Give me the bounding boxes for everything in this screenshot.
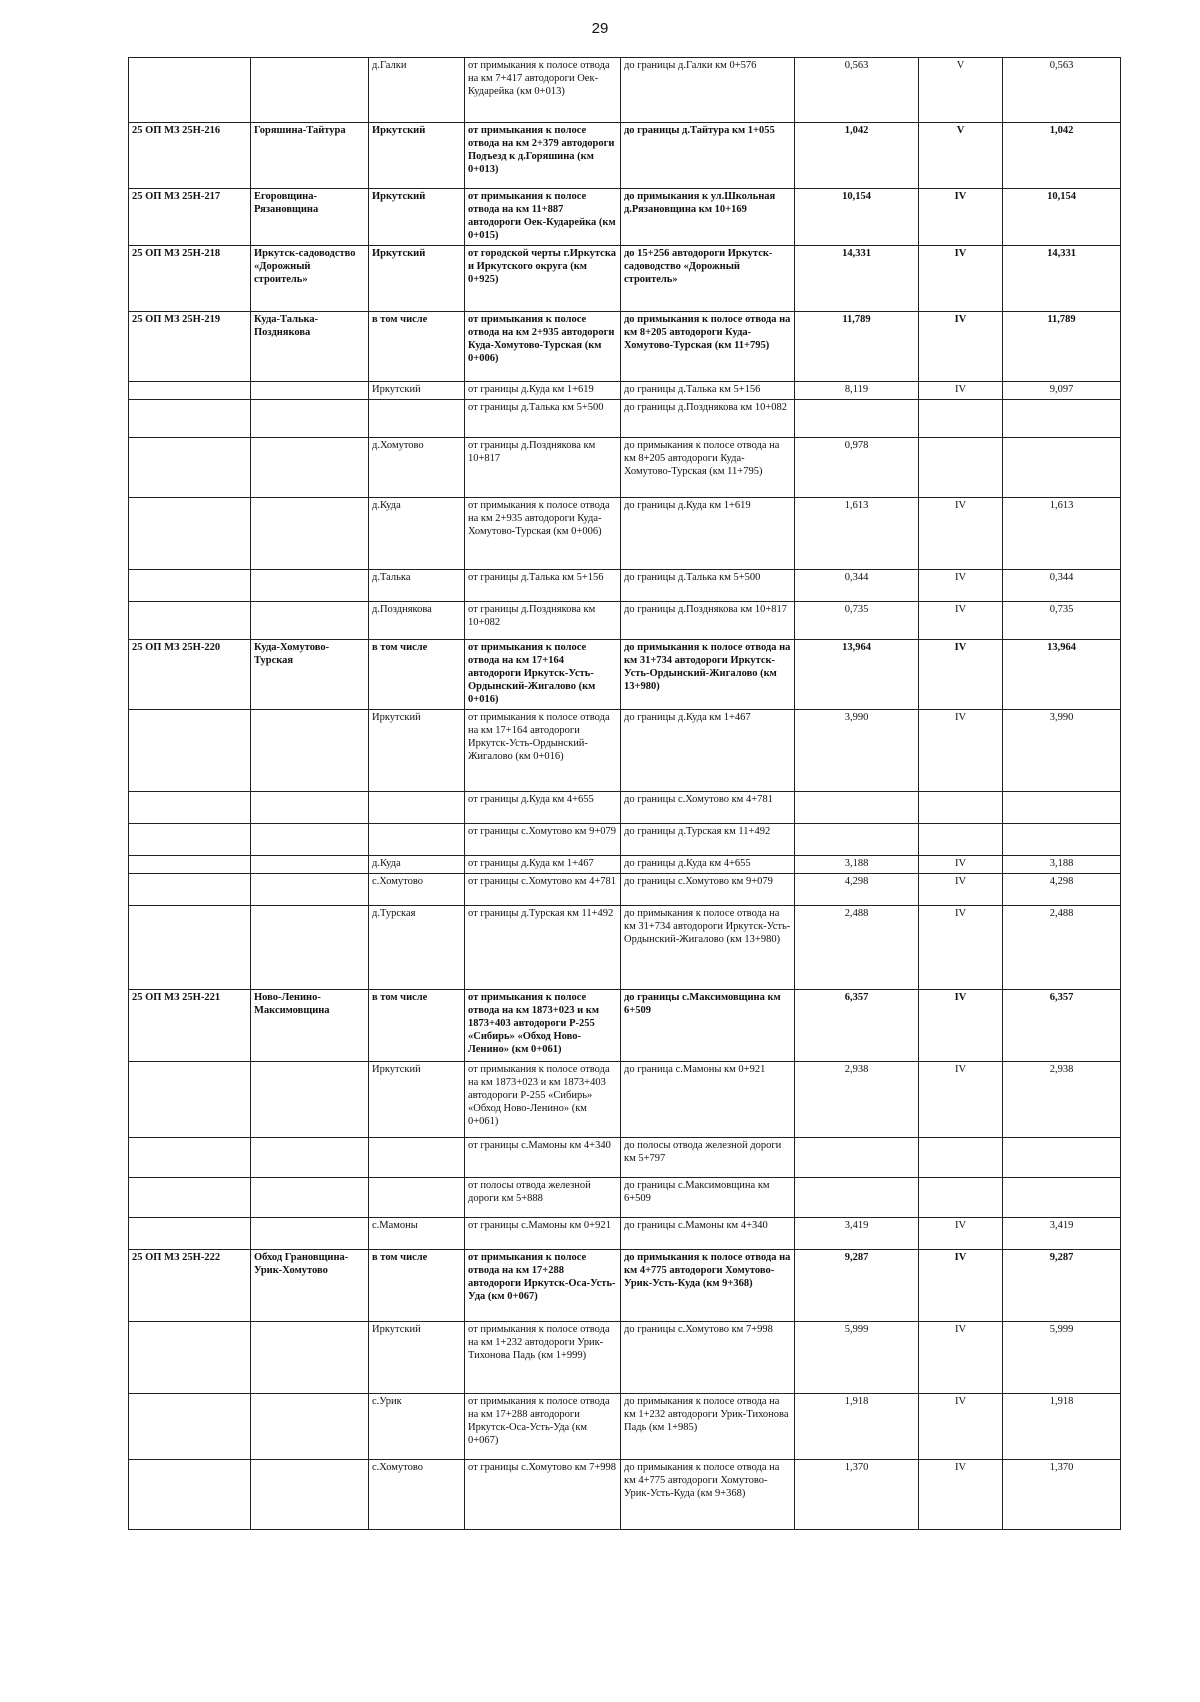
road-name-cell: [251, 1322, 369, 1394]
district-cell: Иркутский: [369, 1322, 465, 1394]
from-cell: от границы д.Талька км 5+500: [465, 400, 621, 438]
table-row: [129, 1138, 1121, 1178]
length-cell: 2,488: [795, 906, 919, 990]
length-cell: 4,298: [795, 874, 919, 906]
road-name-cell: [251, 602, 369, 640]
to-cell: до примыкания к полосе отвода на км 31+734 автодороги Иркутск-Усть-Ордынский-Жигалово (км 13+980): [621, 906, 795, 990]
from-cell: от примыкания к полосе отвода на км 2+379 автодороги Подъезд к д.Горяшина (км 0+013): [465, 123, 621, 189]
road-name-cell: Егоровщина-Рязановщина: [251, 189, 369, 246]
road-id-cell: [129, 874, 251, 906]
district-cell: д.Куда: [369, 856, 465, 874]
road-id-cell: [129, 498, 251, 570]
length-cell: 11,789: [795, 312, 919, 382]
category-cell: IV: [919, 874, 1003, 906]
category-cell: IV: [919, 382, 1003, 400]
road-id-cell: [129, 1322, 251, 1394]
road-id-cell: [129, 824, 251, 856]
length-cell: [795, 792, 919, 824]
table-row: [129, 874, 1121, 906]
length-cell: 2,938: [795, 1062, 919, 1138]
length-cell: 3,188: [795, 856, 919, 874]
to-cell: до границы д.Куда км 4+655: [621, 856, 795, 874]
to-cell: до границы д.Позднякова км 10+082: [621, 400, 795, 438]
length-cell: 0,563: [795, 58, 919, 123]
district-cell: Иркутский: [369, 123, 465, 189]
district-cell: в том числе: [369, 312, 465, 382]
total-cell: 3,990: [1003, 710, 1121, 792]
district-cell: [369, 792, 465, 824]
length-cell: 1,042: [795, 123, 919, 189]
road-name-cell: Иркутск-садоводство «Дорожный строитель»: [251, 246, 369, 312]
to-cell: до примыкания к полосе отвода на км 8+205 автодороги Куда-Хомутово-Турская (км 11+795): [621, 438, 795, 498]
road-id-cell: [129, 1138, 251, 1178]
road-id-cell: [129, 1394, 251, 1460]
from-cell: от городской черты г.Иркутска и Иркутского округа (км 0+925): [465, 246, 621, 312]
road-name-cell: [251, 874, 369, 906]
road-name-cell: [251, 1062, 369, 1138]
length-cell: 6,357: [795, 990, 919, 1062]
road-name-cell: Ново-Ленино-Максимовщина: [251, 990, 369, 1062]
length-cell: 0,735: [795, 602, 919, 640]
category-cell: [919, 438, 1003, 498]
road-name-cell: [251, 400, 369, 438]
road-name-cell: [251, 1178, 369, 1218]
total-cell: [1003, 400, 1121, 438]
total-cell: 2,488: [1003, 906, 1121, 990]
road-name-cell: [251, 58, 369, 123]
category-cell: IV: [919, 856, 1003, 874]
to-cell: до примыкания к полосе отвода на км 4+775 автодороги Хомутово-Урик-Усть-Куда (км 9+368): [621, 1250, 795, 1322]
from-cell: от границы д.Куда км 1+467: [465, 856, 621, 874]
district-cell: [369, 824, 465, 856]
category-cell: IV: [919, 1250, 1003, 1322]
district-cell: д.Хомутово: [369, 438, 465, 498]
district-cell: д.Талька: [369, 570, 465, 602]
road-name-cell: Горяшина-Тайтура: [251, 123, 369, 189]
table-row: [129, 498, 1121, 570]
table-row: [129, 792, 1121, 824]
length-cell: [795, 1138, 919, 1178]
table-row: [129, 189, 1121, 246]
length-cell: 3,990: [795, 710, 919, 792]
category-cell: [919, 1178, 1003, 1218]
road-id-cell: [129, 710, 251, 792]
road-id-cell: [129, 602, 251, 640]
road-id-cell: [129, 1062, 251, 1138]
to-cell: до границы д.Галки км 0+576: [621, 58, 795, 123]
district-cell: с.Мамоны: [369, 1218, 465, 1250]
length-cell: 10,154: [795, 189, 919, 246]
table-row: [129, 710, 1121, 792]
total-cell: [1003, 824, 1121, 856]
total-cell: 4,298: [1003, 874, 1121, 906]
total-cell: [1003, 1138, 1121, 1178]
category-cell: IV: [919, 710, 1003, 792]
category-cell: V: [919, 58, 1003, 123]
from-cell: от границы д.Турская км 11+492: [465, 906, 621, 990]
table-row: [129, 246, 1121, 312]
total-cell: 2,938: [1003, 1062, 1121, 1138]
road-name-cell: [251, 1218, 369, 1250]
category-cell: V: [919, 123, 1003, 189]
from-cell: от границы д.Куда км 1+619: [465, 382, 621, 400]
road-id-cell: 25 ОП МЗ 25Н-217: [129, 189, 251, 246]
category-cell: IV: [919, 570, 1003, 602]
category-cell: IV: [919, 246, 1003, 312]
category-cell: IV: [919, 990, 1003, 1062]
to-cell: до границы д.Тайтура км 1+055: [621, 123, 795, 189]
total-cell: [1003, 792, 1121, 824]
to-cell: до границы с.Максимовщина км 6+509: [621, 1178, 795, 1218]
table-row: [129, 640, 1121, 710]
district-cell: д.Куда: [369, 498, 465, 570]
from-cell: от примыкания к полосе отвода на км 1+232 автодороги Урик-Тихонова Падь (км 1+999): [465, 1322, 621, 1394]
category-cell: IV: [919, 1322, 1003, 1394]
road-name-cell: [251, 570, 369, 602]
road-name-cell: [251, 1394, 369, 1460]
category-cell: IV: [919, 602, 1003, 640]
to-cell: до границы д.Куда км 1+467: [621, 710, 795, 792]
total-cell: 1,370: [1003, 1460, 1121, 1530]
total-cell: [1003, 1178, 1121, 1218]
total-cell: [1003, 438, 1121, 498]
road-id-cell: [129, 58, 251, 123]
road-name-cell: [251, 710, 369, 792]
road-name-cell: [251, 856, 369, 874]
table-row: [129, 1250, 1121, 1322]
length-cell: 1,918: [795, 1394, 919, 1460]
from-cell: от границы д.Позднякова км 10+817: [465, 438, 621, 498]
from-cell: от границы д.Куда км 4+655: [465, 792, 621, 824]
category-cell: [919, 792, 1003, 824]
to-cell: до границы с.Мамоны км 4+340: [621, 1218, 795, 1250]
from-cell: от примыкания к полосе отвода на км 17+288 автодороги Иркутск-Оса-Усть-Уда (км 0+067): [465, 1250, 621, 1322]
from-cell: от примыкания к полосе отвода на км 17+164 автодороги Иркутск-Усть-Ордынский-Жигалово (км 0+016): [465, 710, 621, 792]
road-id-cell: [129, 1218, 251, 1250]
to-cell: до границы д.Талька км 5+500: [621, 570, 795, 602]
length-cell: 13,964: [795, 640, 919, 710]
table-row: [129, 1062, 1121, 1138]
total-cell: 3,188: [1003, 856, 1121, 874]
to-cell: до границы д.Талька км 5+156: [621, 382, 795, 400]
to-cell: до граница с.Мамоны км 0+921: [621, 1062, 795, 1138]
length-cell: 0,344: [795, 570, 919, 602]
road-id-cell: 25 ОП МЗ 25Н-216: [129, 123, 251, 189]
table-row: [129, 1218, 1121, 1250]
road-id-cell: [129, 1178, 251, 1218]
from-cell: от примыкания к полосе отвода на км 2+935 автодороги Куда-Хомутово-Турская (км 0+006): [465, 498, 621, 570]
length-cell: 14,331: [795, 246, 919, 312]
to-cell: до 15+256 автодороги Иркутск-садоводство «Дорожный строитель»: [621, 246, 795, 312]
table-row: [129, 1460, 1121, 1530]
from-cell: от полосы отвода железной дороги км 5+888: [465, 1178, 621, 1218]
table-row: [129, 400, 1121, 438]
table-row: [129, 906, 1121, 990]
length-cell: 1,370: [795, 1460, 919, 1530]
district-cell: с.Урик: [369, 1394, 465, 1460]
category-cell: IV: [919, 1394, 1003, 1460]
table-row: [129, 123, 1121, 189]
from-cell: от примыкания к полосе отвода на км 2+935 автодороги Куда-Хомутово-Турская (км 0+006): [465, 312, 621, 382]
total-cell: 11,789: [1003, 312, 1121, 382]
total-cell: 10,154: [1003, 189, 1121, 246]
to-cell: до полосы отвода железной дороги км 5+797: [621, 1138, 795, 1178]
to-cell: до границы д.Турская км 11+492: [621, 824, 795, 856]
district-cell: Иркутский: [369, 382, 465, 400]
length-cell: 0,978: [795, 438, 919, 498]
length-cell: 1,613: [795, 498, 919, 570]
length-cell: [795, 1178, 919, 1218]
road-name-cell: [251, 824, 369, 856]
category-cell: IV: [919, 1218, 1003, 1250]
category-cell: IV: [919, 1460, 1003, 1530]
table-row: [129, 58, 1121, 123]
to-cell: до примыкания к полосе отвода на км 1+232 автодороги Урик-Тихонова Падь (км 1+985): [621, 1394, 795, 1460]
road-id-cell: [129, 438, 251, 498]
district-cell: Иркутский: [369, 1062, 465, 1138]
table-row: [129, 312, 1121, 382]
district-cell: [369, 1178, 465, 1218]
to-cell: до границы с.Хомутово км 7+998: [621, 1322, 795, 1394]
road-id-cell: [129, 570, 251, 602]
road-id-cell: [129, 792, 251, 824]
district-cell: в том числе: [369, 990, 465, 1062]
table-row: [129, 990, 1121, 1062]
table-row: [129, 382, 1121, 400]
category-cell: IV: [919, 906, 1003, 990]
table-row: [129, 602, 1121, 640]
page-number: 29: [591, 20, 609, 37]
table-row: [129, 1178, 1121, 1218]
road-id-cell: [129, 1460, 251, 1530]
from-cell: от границы с.Хомутово км 7+998: [465, 1460, 621, 1530]
from-cell: от примыкания к полосе отвода на км 1873+023 и км 1873+403 автодороги Р-255 «Сибирь» «Обход Ново-Ленино» (км 0+061): [465, 1062, 621, 1138]
category-cell: IV: [919, 189, 1003, 246]
from-cell: от примыкания к полосе отвода на км 1873+023 и км 1873+403 автодороги Р-255 «Сибирь» «Обход Ново-Ленино» (км 0+061): [465, 990, 621, 1062]
length-cell: [795, 400, 919, 438]
category-cell: [919, 1138, 1003, 1178]
road-id-cell: [129, 906, 251, 990]
road-id-cell: 25 ОП МЗ 25Н-220: [129, 640, 251, 710]
total-cell: 1,042: [1003, 123, 1121, 189]
total-cell: 0,735: [1003, 602, 1121, 640]
to-cell: до примыкания к полосе отвода на км 4+775 автодороги Хомутово-Урик-Усть-Куда (км 9+368): [621, 1460, 795, 1530]
road-name-cell: [251, 438, 369, 498]
road-id-cell: 25 ОП МЗ 25Н-221: [129, 990, 251, 1062]
road-id-cell: 25 ОП МЗ 25Н-218: [129, 246, 251, 312]
road-register-table: [128, 57, 1121, 1530]
district-cell: [369, 400, 465, 438]
district-cell: [369, 1138, 465, 1178]
road-name-cell: [251, 1460, 369, 1530]
road-name-cell: [251, 382, 369, 400]
road-id-cell: 25 ОП МЗ 25Н-222: [129, 1250, 251, 1322]
table-row: [129, 856, 1121, 874]
table-row: [129, 824, 1121, 856]
length-cell: 8,119: [795, 382, 919, 400]
road-id-cell: [129, 382, 251, 400]
from-cell: от примыкания к полосе отвода на км 11+887 автодороги Оек-Кударейка (км 0+015): [465, 189, 621, 246]
total-cell: 14,331: [1003, 246, 1121, 312]
from-cell: от примыкания к полосе отвода на км 17+288 автодороги Иркутск-Оса-Усть-Уда (км 0+067): [465, 1394, 621, 1460]
category-cell: IV: [919, 498, 1003, 570]
from-cell: от границы с.Хомутово км 9+079: [465, 824, 621, 856]
to-cell: до примыкания к ул.Школьная д.Рязановщина км 10+169: [621, 189, 795, 246]
length-cell: [795, 824, 919, 856]
district-cell: с.Хомутово: [369, 1460, 465, 1530]
district-cell: в том числе: [369, 640, 465, 710]
category-cell: IV: [919, 640, 1003, 710]
district-cell: Иркутский: [369, 246, 465, 312]
road-name-cell: [251, 792, 369, 824]
total-cell: 0,344: [1003, 570, 1121, 602]
total-cell: 1,613: [1003, 498, 1121, 570]
total-cell: 5,999: [1003, 1322, 1121, 1394]
district-cell: Иркутский: [369, 710, 465, 792]
from-cell: от примыкания к полосе отвода на км 7+417 автодороги Оек-Кударейка (км 0+013): [465, 58, 621, 123]
total-cell: 9,097: [1003, 382, 1121, 400]
length-cell: 5,999: [795, 1322, 919, 1394]
total-cell: 13,964: [1003, 640, 1121, 710]
from-cell: от границы с.Мамоны км 4+340: [465, 1138, 621, 1178]
category-cell: [919, 400, 1003, 438]
district-cell: д.Турская: [369, 906, 465, 990]
table-row: [129, 570, 1121, 602]
from-cell: от границы д.Талька км 5+156: [465, 570, 621, 602]
length-cell: 3,419: [795, 1218, 919, 1250]
total-cell: 1,918: [1003, 1394, 1121, 1460]
road-name-cell: [251, 906, 369, 990]
from-cell: от границы д.Позднякова км 10+082: [465, 602, 621, 640]
table-row: [129, 1322, 1121, 1394]
road-id-cell: [129, 856, 251, 874]
to-cell: до границы д.Позднякова км 10+817: [621, 602, 795, 640]
total-cell: 0,563: [1003, 58, 1121, 123]
road-name-cell: [251, 498, 369, 570]
total-cell: 6,357: [1003, 990, 1121, 1062]
road-name-cell: Обход Грановщина-Урик-Хомутово: [251, 1250, 369, 1322]
table-row: [129, 1394, 1121, 1460]
length-cell: 9,287: [795, 1250, 919, 1322]
total-cell: 3,419: [1003, 1218, 1121, 1250]
to-cell: до границы с.Хомутово км 9+079: [621, 874, 795, 906]
from-cell: от примыкания к полосе отвода на км 17+164 автодороги Иркутск-Усть-Ордынский-Жигалово (км 0+016): [465, 640, 621, 710]
district-cell: в том числе: [369, 1250, 465, 1322]
district-cell: д.Галки: [369, 58, 465, 123]
road-name-cell: Куда-Хомутово-Турская: [251, 640, 369, 710]
road-id-cell: [129, 400, 251, 438]
total-cell: 9,287: [1003, 1250, 1121, 1322]
district-cell: д.Позднякова: [369, 602, 465, 640]
to-cell: до границы с.Максимовщина км 6+509: [621, 990, 795, 1062]
district-cell: Иркутский: [369, 189, 465, 246]
category-cell: IV: [919, 312, 1003, 382]
from-cell: от границы с.Мамоны км 0+921: [465, 1218, 621, 1250]
to-cell: до примыкания к полосе отвода на км 31+734 автодороги Иркутск-Усть-Ордынский-Жигалово (км 13+980): [621, 640, 795, 710]
road-name-cell: [251, 1138, 369, 1178]
to-cell: до границы д.Куда км 1+619: [621, 498, 795, 570]
road-id-cell: 25 ОП МЗ 25Н-219: [129, 312, 251, 382]
to-cell: до границы с.Хомутово км 4+781: [621, 792, 795, 824]
to-cell: до примыкания к полосе отвода на км 8+205 автодороги Куда-Хомутово-Турская (км 11+795): [621, 312, 795, 382]
road-name-cell: Куда-Талька-Позднякова: [251, 312, 369, 382]
table-row: [129, 438, 1121, 498]
from-cell: от границы с.Хомутово км 4+781: [465, 874, 621, 906]
category-cell: [919, 824, 1003, 856]
category-cell: IV: [919, 1062, 1003, 1138]
district-cell: с.Хомутово: [369, 874, 465, 906]
